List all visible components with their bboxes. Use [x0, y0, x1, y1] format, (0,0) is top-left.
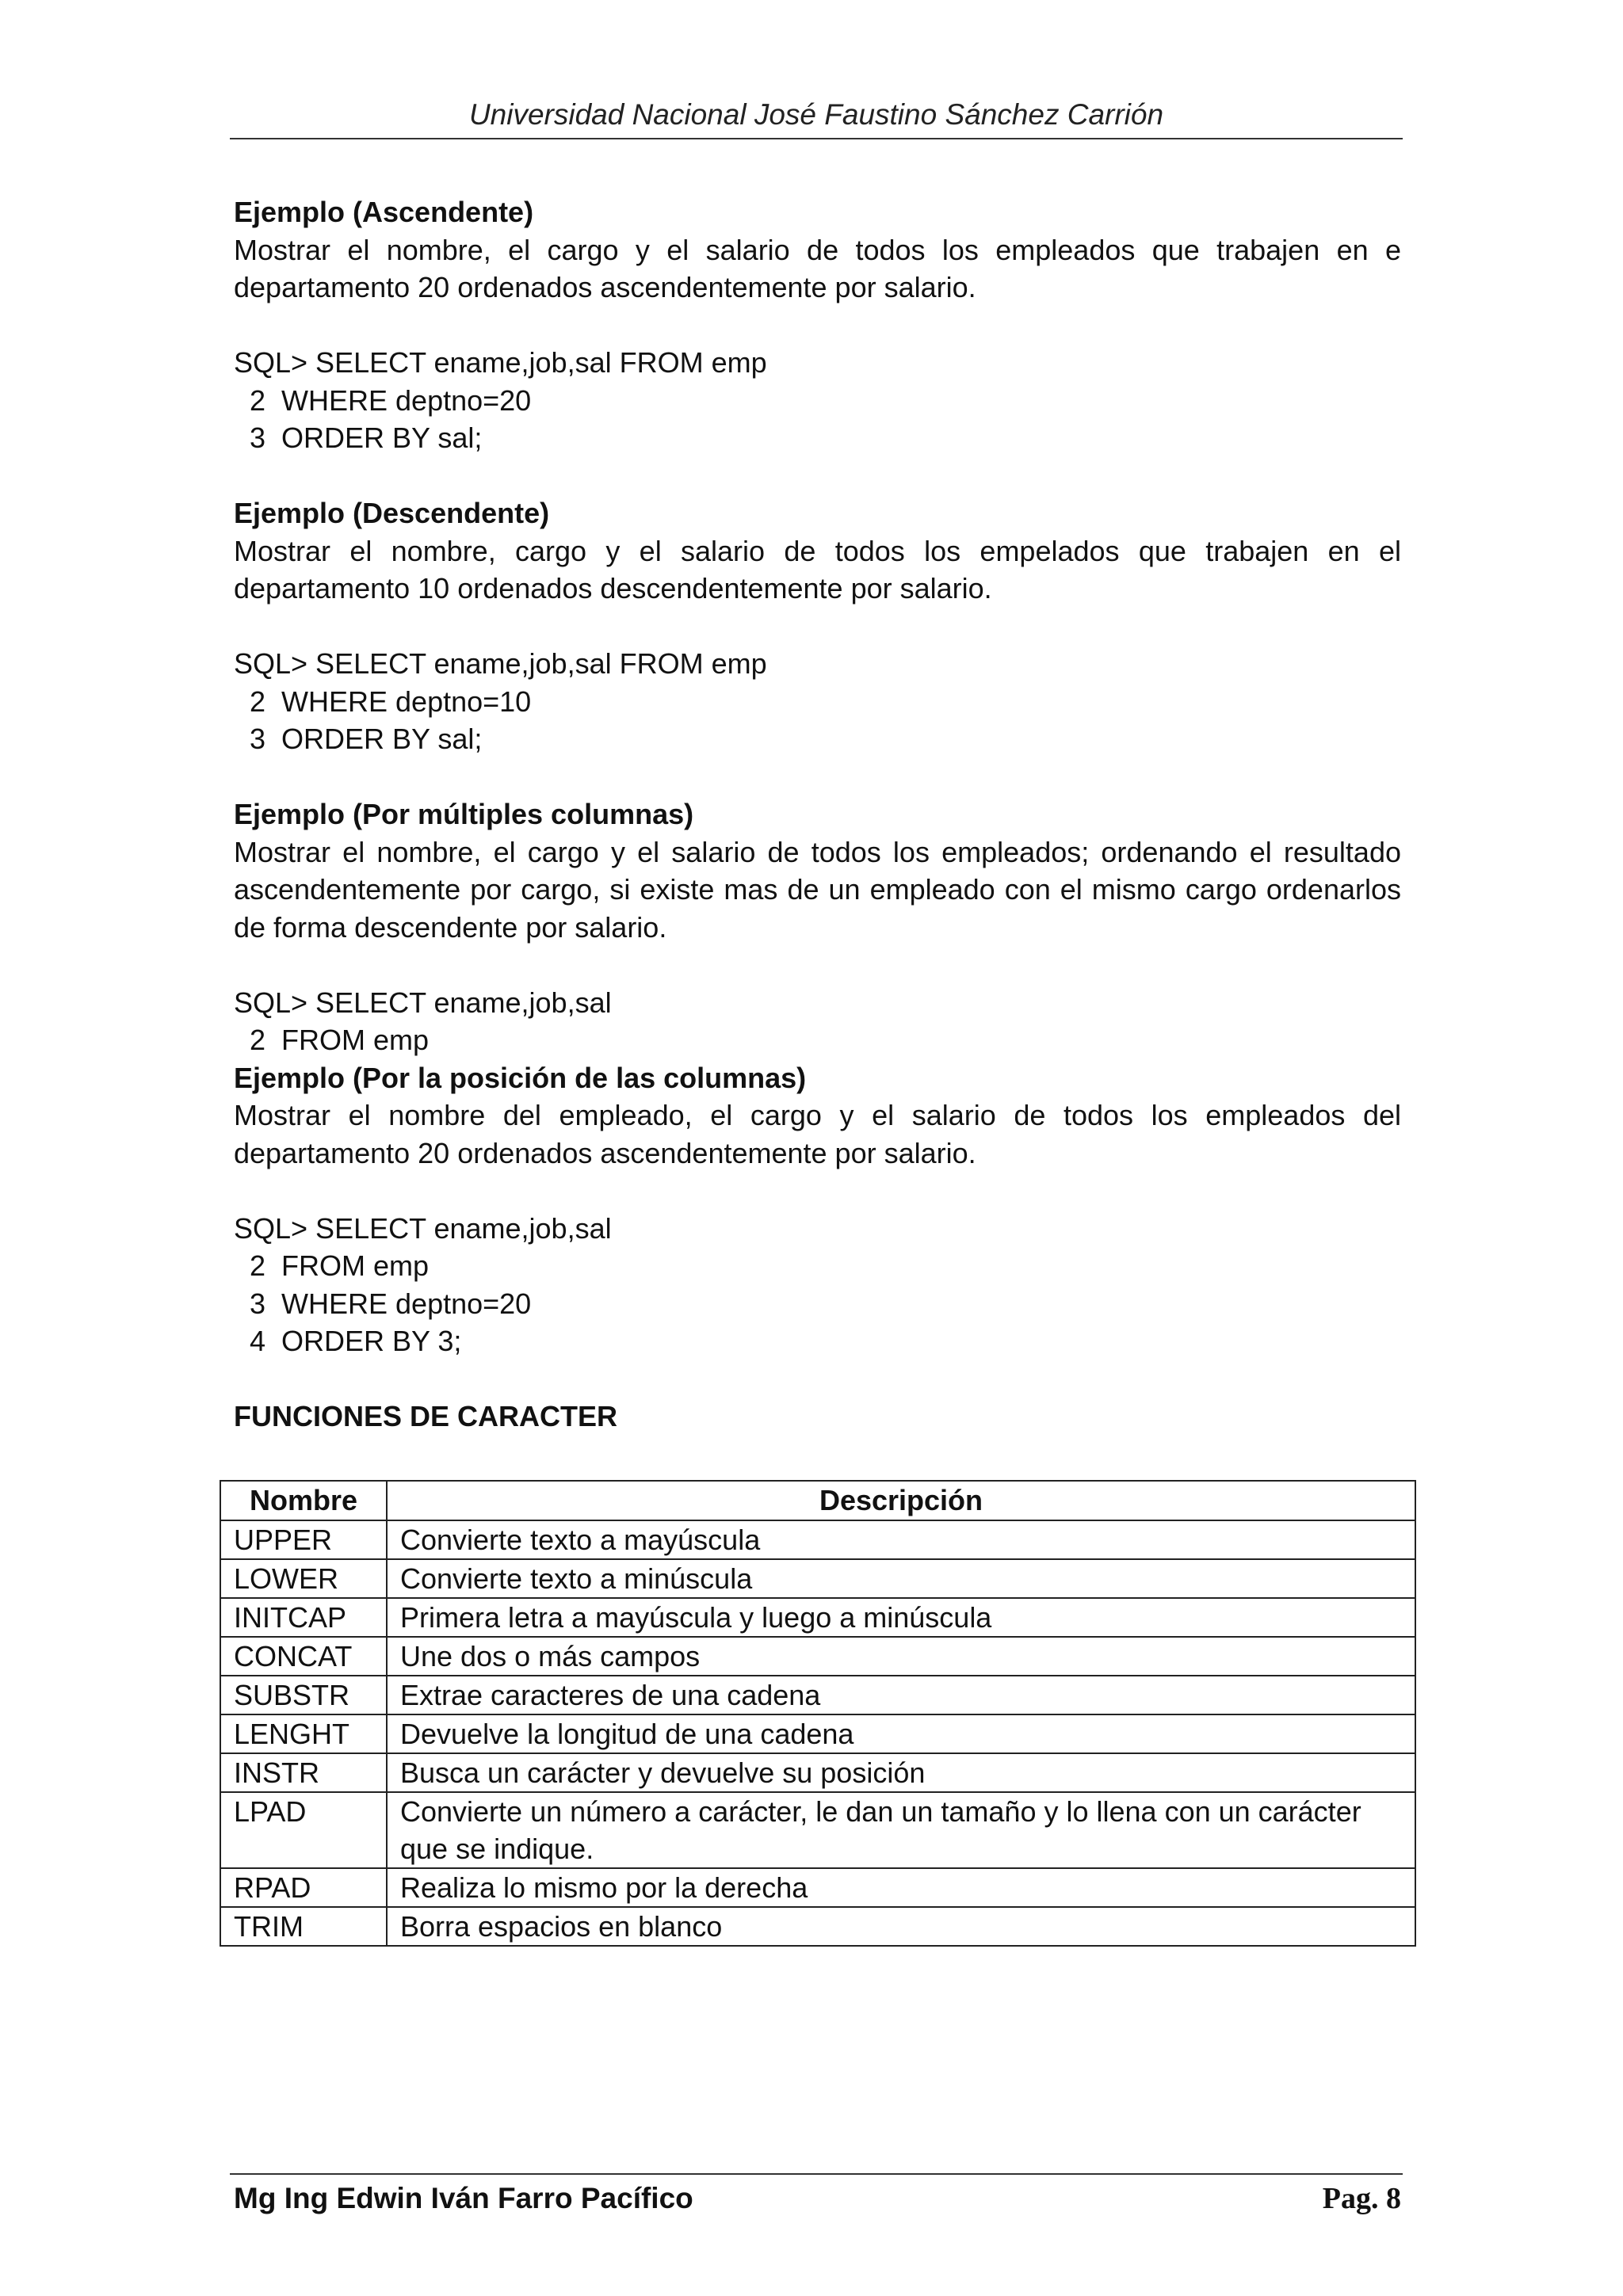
page-number: Pag. 8	[1322, 2182, 1401, 2215]
table-header-row	[220, 1481, 1415, 1520]
sql-line: 2 WHERE deptno=10	[234, 685, 532, 718]
table-row	[220, 1598, 1415, 1637]
function-name: CONCAT	[220, 1637, 387, 1676]
table-row	[220, 1907, 1415, 1946]
sql-line: SQL> SELECT ename,job,sal FROM emp	[234, 346, 767, 379]
table-row	[220, 1792, 1415, 1868]
table-row	[220, 1637, 1415, 1676]
function-name: RPAD	[220, 1868, 387, 1907]
main-content	[234, 193, 1401, 1436]
column-header-descripcion: Descripción	[387, 1481, 1415, 1520]
sql-line: SQL> SELECT ename,job,sal	[234, 986, 612, 1019]
page-header-title: Universidad Nacional José Faustino Sánchez Carrión	[468, 98, 1164, 131]
function-description: Busca un carácter y devuelve su posición	[387, 1753, 1415, 1792]
section-heading-descendente: Ejemplo (Descendente)	[234, 497, 550, 529]
function-name: LPAD	[220, 1792, 387, 1868]
function-name: SUBSTR	[220, 1676, 387, 1714]
table-row	[220, 1868, 1415, 1907]
function-description: Convierte un número a carácter, le dan un tamaño y lo llena con un carácter que se indique.	[387, 1792, 1415, 1868]
functions-section-title: FUNCIONES DE CARACTER	[234, 1400, 618, 1432]
function-description: Primera letra a mayúscula y luego a minúscula	[387, 1598, 1415, 1637]
sql-line: 3 ORDER BY sal;	[234, 723, 483, 755]
section-heading-ascendente: Ejemplo (Ascendente)	[234, 196, 534, 228]
character-functions-table	[220, 1480, 1416, 1947]
function-name: INSTR	[220, 1753, 387, 1792]
function-description: Convierte texto a minúscula	[387, 1559, 1415, 1598]
function-name: UPPER	[220, 1520, 387, 1559]
table-row	[220, 1559, 1415, 1598]
column-header-nombre: Nombre	[220, 1481, 387, 1520]
function-description: Realiza lo mismo por la derecha	[387, 1868, 1415, 1907]
footer-divider	[230, 2173, 1403, 2175]
function-description: Borra espacios en blanco	[387, 1907, 1415, 1946]
sql-line: 3 ORDER BY sal;	[234, 421, 483, 454]
sql-line: 4 ORDER BY 3;	[234, 1325, 462, 1357]
sql-line: 2 FROM emp	[234, 1249, 430, 1282]
sql-line: SQL> SELECT ename,job,sal	[234, 1211, 612, 1245]
function-name: LOWER	[220, 1559, 387, 1598]
function-description: Devuelve la longitud de una cadena	[387, 1714, 1415, 1753]
function-description: Extrae caracteres de una cadena	[387, 1676, 1415, 1714]
section-text-ascendente: Mostrar el nombre, el cargo y el salario de todos los empleados que trabajen en e departamento 20 ordenados ascendentemente por salario.	[234, 233, 1401, 303]
sql-line: 3 WHERE deptno=20	[234, 1287, 532, 1320]
sql-line: 2 FROM emp	[234, 1024, 430, 1056]
section-text-multiples-columnas: Mostrar el nombre, el cargo y el salario de todos los empleados; ordenando el resultado ascendentemente por cargo, si existe mas de un empleado con el mismo cargo ordenarlos de forma descendente por salario.	[234, 835, 1401, 944]
sql-line: 2 WHERE deptno=20	[234, 383, 532, 417]
header-divider	[230, 138, 1403, 139]
sql-line: SQL> SELECT ename,job,sal FROM emp	[234, 647, 767, 680]
function-name: LENGHT	[220, 1714, 387, 1753]
function-name: TRIM	[220, 1907, 387, 1946]
section-heading-multiples-columnas: Ejemplo (Por múltiples columnas)	[234, 798, 694, 830]
table-row	[220, 1520, 1415, 1559]
function-description: Convierte texto a mayúscula	[387, 1520, 1415, 1559]
table-row	[220, 1676, 1415, 1714]
section-heading-posicion-columnas: Ejemplo (Por la posición de las columnas)	[234, 1061, 807, 1094]
section-text-posicion-columnas: Mostrar el nombre del empleado, el cargo y el salario de todos los empleados del departamento 20 ordenados ascendentemente por salario.	[234, 1099, 1401, 1169]
footer-author: Mg Ing Edwin Iván Farro Pacífico	[234, 2182, 693, 2214]
table-row	[220, 1753, 1415, 1792]
function-description: Une dos o más campos	[387, 1637, 1415, 1676]
table-row	[220, 1714, 1415, 1753]
function-name: INITCAP	[220, 1598, 387, 1637]
section-text-descendente: Mostrar el nombre, cargo y el salario de todos los empelados que trabajen en el departamento 10 ordenados descendentemente por salario.	[234, 534, 1401, 605]
